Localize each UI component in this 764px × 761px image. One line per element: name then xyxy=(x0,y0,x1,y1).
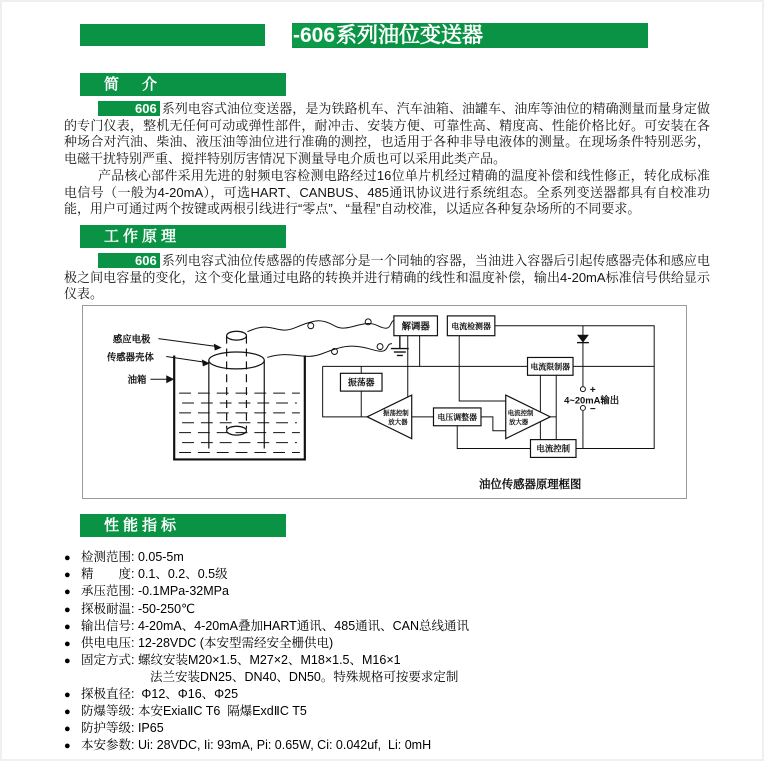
tank-outline xyxy=(174,355,305,459)
spec-text: 探极耐温: -50-250℃ xyxy=(81,601,196,616)
principle-paragraph xyxy=(64,253,710,303)
spec-row xyxy=(64,601,734,618)
section-heading-intro xyxy=(80,73,286,96)
block-label-current-control: 电流控制 xyxy=(536,443,571,454)
section-heading-principle-label: 工作原理 xyxy=(104,228,181,245)
bullet-icon: ● xyxy=(64,655,71,668)
bullet-icon: ● xyxy=(64,740,71,753)
spec-row xyxy=(64,635,734,652)
model-badge: 606 xyxy=(98,101,160,116)
diagram-caption: 油位传感器原理框图 xyxy=(479,479,582,492)
electrode-top xyxy=(227,331,247,340)
bullet-icon: ● xyxy=(64,705,71,718)
bullet-icon: ● xyxy=(64,552,71,564)
ground-icon xyxy=(391,336,409,356)
bullet-icon: ● xyxy=(64,569,71,582)
output-plus-label: + xyxy=(589,385,596,397)
output-minus-label: − xyxy=(589,403,596,415)
block-label-demodulator: 解调器 xyxy=(401,320,430,332)
spec-text: 精 度: 0.1、0.2、0.5级 xyxy=(81,567,228,582)
spec-list xyxy=(64,549,734,754)
spec-text: 供电电压: 12-28VDC (本安型需经安全栅供电) xyxy=(81,636,334,651)
section-heading-intro-label: 简 介 xyxy=(104,76,162,93)
spec-text: 防爆等级: 本安ExiaⅡC T6 隔爆ExdⅡC T5 xyxy=(81,703,307,718)
block-label-limiter: 电流限制器 xyxy=(530,362,571,372)
principle-diagram xyxy=(82,305,687,499)
model-badge: 606 xyxy=(98,253,160,268)
label-housing: 传感器壳体 xyxy=(106,351,154,363)
spec-text: 输出信号: 4-20mA、4-20mA叠加HART通讯、485通讯、CAN总线通讯 xyxy=(81,618,470,633)
sensor-wire xyxy=(267,344,392,358)
spec-row xyxy=(64,566,734,583)
label-electrode: 感应电极 xyxy=(112,333,151,345)
block-label-cur-amp-1: 电流控制 xyxy=(507,409,534,417)
bullet-icon: ● xyxy=(64,688,71,701)
wire-loop xyxy=(377,344,383,350)
spec-text: 本安参数: Ui: 28VDC, Ii: 93mA, Pi: 0.65W, Ci: 0.042uf, Li: 0mH xyxy=(81,738,432,753)
leader-line xyxy=(166,356,206,362)
block-label-osc-amp-1: 振荡控制 xyxy=(383,409,409,417)
output-label: 4~20mA输出 xyxy=(564,394,620,406)
bullet-icon: ● xyxy=(64,638,71,651)
block-label-cur-amp-2: 放大器 xyxy=(508,418,529,426)
spec-text: 固定方式: 螺纹安装M20×1.5、M27×2、M18×1.5、M16×1 xyxy=(81,653,401,668)
leader-line xyxy=(158,339,217,347)
spec-row xyxy=(64,549,734,566)
spec-text: 法兰安装DN25、DN40、DN50。特殊规格可按要求定制 xyxy=(150,670,459,685)
section-heading-specs-label: 性能指标 xyxy=(104,517,181,534)
intro-paragraph-1-text: 系列电容式油位变送器，是为铁路机车、汽车油箱、油罐车、油库等油位的精确测量而量身定做的专门仪表，整机无任何可动或弹性部件，耐冲击、安装方便、可靠性高、精度高、性能价格比好。可安装在各种场合对汽油、柴油、液压油等油位进行准确的测控，也适用于各种非导电液体的测量。在现场条件特别恶劣，电磁干扰特别严重、搅拌特别厉害情况下测量导电介质也可以采用此类产品。 xyxy=(64,101,710,166)
section-heading-principle xyxy=(80,225,286,248)
output-terminal-plus xyxy=(580,387,585,392)
principle-paragraph-text: 系列电容式油位传感器的传感部分是一个同轴的容器，当油进入容器后引起传感器壳体和感应电极之间电容量的变化，这个变化量通过电路的转换并进行精确的线性和温度补偿，输出4-20mA标准信号供给显示仪表。 xyxy=(64,253,710,301)
intro-paragraph-2-text: 产品核心部件采用先进的射频电容检测电路经过16位单片机经过精确的温度补偿和线性修正，转化成标准电信号（一般为4-20mA），可选HART、CANBUS、485通讯协议进行系统组态。全系列变送器都具有自校准功能，用户可通过两个按键或两根引线进行“零点”、“量程”自动校准，以适应各种复杂场所的不同要求。 xyxy=(64,168,710,216)
bullet-icon: ● xyxy=(64,603,71,616)
intro-paragraph-2 xyxy=(64,168,710,218)
arrowhead xyxy=(214,344,222,351)
section-heading-specs xyxy=(80,514,286,537)
spec-row xyxy=(64,737,734,754)
spec-row xyxy=(64,703,734,720)
block-label-oscillator: 振荡器 xyxy=(347,377,375,388)
spec-text: 探极直径: Φ12、Φ16、Φ25 xyxy=(81,686,239,701)
arrowhead xyxy=(166,375,174,383)
spec-row xyxy=(64,720,734,737)
bullet-icon: ● xyxy=(64,620,71,633)
spec-row xyxy=(64,583,734,600)
diode-icon xyxy=(577,335,589,343)
bullet-icon: ● xyxy=(64,586,71,599)
housing-top xyxy=(209,352,264,369)
spec-row-continuation xyxy=(64,669,734,685)
page-title xyxy=(292,23,648,48)
wire-loop xyxy=(308,323,314,329)
spec-row xyxy=(64,652,734,669)
spec-row xyxy=(64,618,734,635)
spec-row xyxy=(64,686,734,703)
header-side-block xyxy=(80,24,265,46)
electrode-bottom xyxy=(227,426,247,435)
spec-text: 检测范围: 0.05-5m xyxy=(81,550,184,564)
page-title-prefix: -606 xyxy=(293,24,336,47)
spec-text: 承压范围: -0.1MPa-32MPa xyxy=(81,584,229,599)
block-label-volt-reg: 电压调整器 xyxy=(437,412,478,422)
block-label-osc-amp-2: 放大器 xyxy=(388,418,408,426)
liquid-dashes xyxy=(179,393,300,452)
oil-level-sensor-diagram xyxy=(83,306,686,498)
page-title-rest: 系列油位变送器 xyxy=(336,24,484,47)
sensor-wire xyxy=(247,320,395,332)
output-terminal-minus xyxy=(580,405,585,410)
label-tank: 油箱 xyxy=(127,374,147,386)
bullet-icon: ● xyxy=(64,723,71,736)
spec-text: 防护等级: IP65 xyxy=(81,721,164,736)
intro-paragraph-1 xyxy=(64,101,710,167)
block-label-detector: 电流检测器 xyxy=(451,321,491,331)
